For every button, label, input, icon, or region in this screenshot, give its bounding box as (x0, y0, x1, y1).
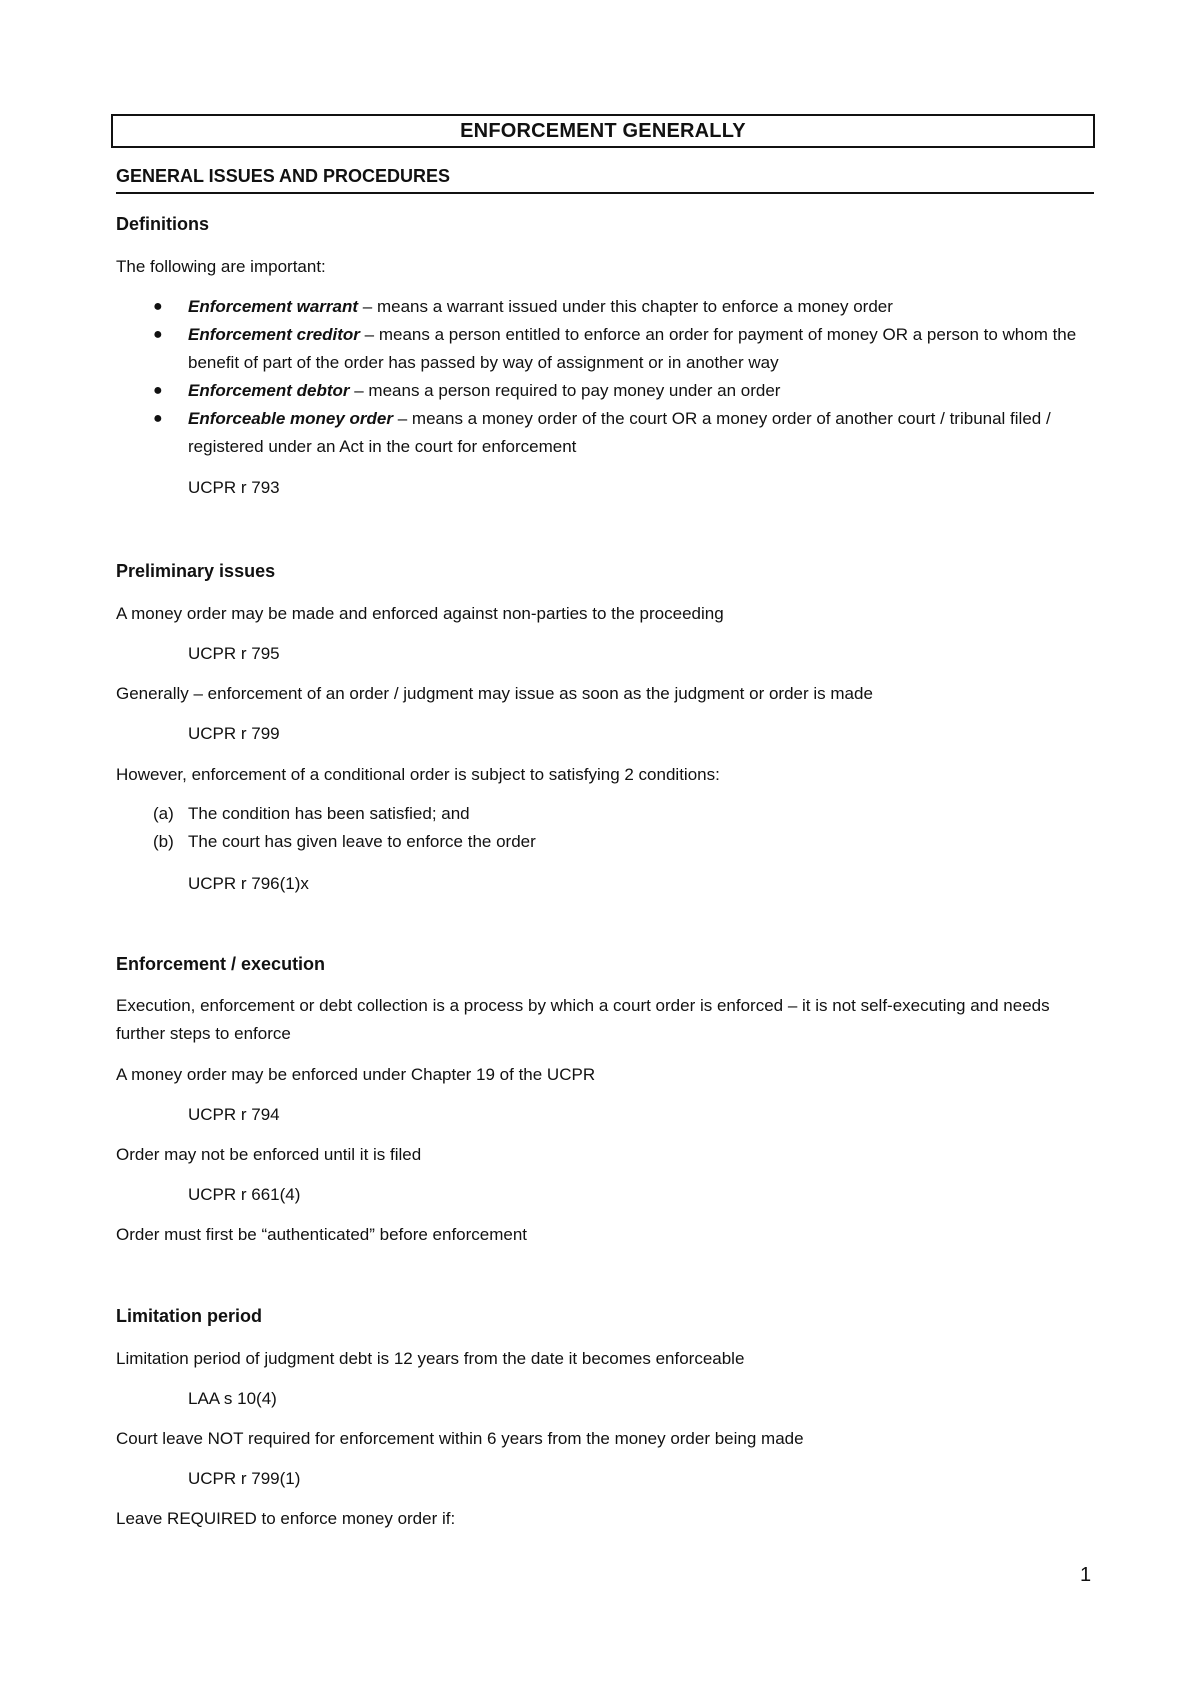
paragraph: A money order may be made and enforced against non-parties to the proceeding (116, 604, 724, 623)
paragraph: However, enforcement of a conditional order is subject to satisfying 2 conditions: (116, 765, 720, 784)
citation: UCPR r 794 (188, 1105, 280, 1124)
citation: UCPR r 799 (188, 724, 280, 743)
bullet-icon: ● (153, 298, 163, 315)
paragraph: Court leave NOT required for enforcement within 6 years from the money order being made (116, 1429, 804, 1448)
definition-term: Enforcement debtor (188, 381, 350, 400)
condition-text: The condition has been satisfied; and (188, 804, 470, 823)
paragraph: Limitation period of judgment debt is 12 years from the date it becomes enforceable (116, 1349, 745, 1368)
condition-label: (a) (153, 804, 174, 823)
condition-text: The court has given leave to enforce the order (188, 832, 536, 851)
citation: UCPR r 799(1) (188, 1469, 301, 1488)
citation: UCPR r 793 (188, 478, 280, 497)
limitation-heading: Limitation period (116, 1306, 262, 1326)
paragraph: Leave REQUIRED to enforce money order if: (116, 1509, 456, 1528)
definition-text: – means a person required to pay money under an order (349, 381, 781, 400)
list-item (188, 377, 1088, 405)
citation: UCPR r 661(4) (188, 1185, 301, 1204)
bullet-icon: ● (153, 382, 163, 399)
section-heading: GENERAL ISSUES AND PROCEDURES (116, 166, 1094, 194)
paragraph: A money order may be enforced under Chapter 19 of the UCPR (116, 1065, 596, 1084)
list-item (188, 293, 1088, 321)
paragraph: Execution, enforcement or debt collection is a process by which a court order is enforced – it is not self-executing and needs further steps to enforce (116, 996, 1050, 1043)
bullet-icon: ● (153, 410, 163, 427)
citation: UCPR r 796(1)x (188, 874, 309, 893)
definition-text: – means a money order of the court OR a money order of another court / tribunal filed / registered under an Act in the court for enforcement (188, 409, 1051, 456)
definition-text: – means a warrant issued under this chapter to enforce a money order (358, 297, 893, 316)
definition-term: Enforcement creditor (188, 325, 360, 344)
list-item (188, 405, 1088, 461)
citation: UCPR r 795 (188, 644, 280, 663)
definitions-intro: The following are important: (116, 257, 326, 276)
definition-term: Enforceable money order (188, 409, 394, 428)
definitions-heading: Definitions (116, 214, 209, 234)
enforcement-heading: Enforcement / execution (116, 954, 326, 974)
paragraph: Order must first be “authenticated” before enforcement (116, 1225, 528, 1244)
page-number: 1 (1080, 1564, 1092, 1586)
paragraph: Generally – enforcement of an order / judgment may issue as soon as the judgment or order is made (116, 684, 873, 703)
definition-text: – means a person entitled to enforce an order for payment of money OR a person to whom the benefit of part of the order has passed by way of assignment or in another way (188, 325, 1077, 372)
bullet-icon: ● (153, 326, 163, 343)
definition-term: Enforcement warrant (188, 297, 359, 316)
paragraph: Order may not be enforced until it is filed (116, 1145, 422, 1164)
list-item (188, 321, 1088, 377)
preliminary-heading: Preliminary issues (116, 561, 276, 581)
condition-label: (b) (153, 832, 174, 851)
document-title: ENFORCEMENT GENERALLY (111, 114, 1095, 148)
citation: LAA s 10(4) (188, 1389, 277, 1408)
